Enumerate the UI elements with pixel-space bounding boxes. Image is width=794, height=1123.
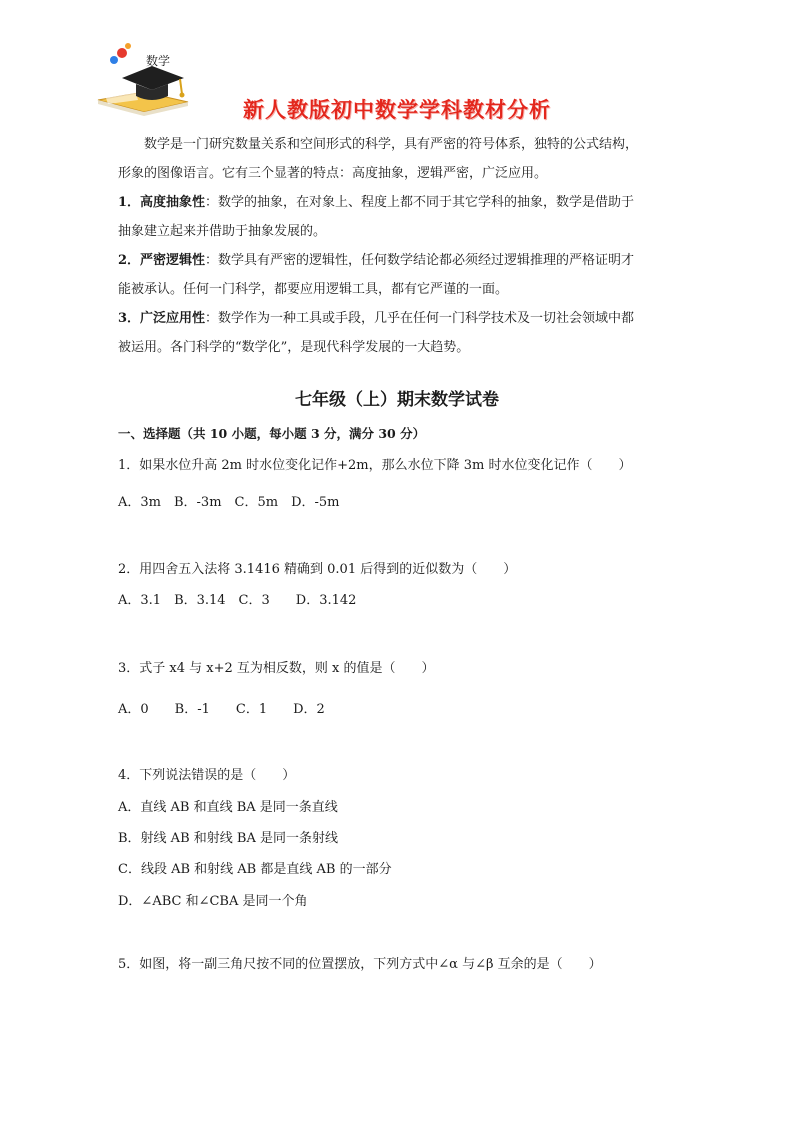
point-2-label: 2．严密逻辑性 [118, 253, 206, 268]
point-1 [118, 188, 678, 217]
intro-paragraph-cont: 形象的图像语言。它有三个显著的特点：高度抽象，逻辑严密，广泛应用。 [118, 166, 548, 181]
point-3 [118, 304, 678, 333]
point-2 [118, 246, 678, 275]
question-2-options: A．3.1 B．3.14 C．3 D．3.142 [118, 593, 357, 608]
question-2-stem: 2．用四舍五入法将 3.1416 精确到 0.01 后得到的近似数为（ ） [118, 562, 517, 577]
question-4-option-d: D．∠ABC 和∠CBA 是同一个角 [118, 894, 308, 909]
question-1-options: A．3m B．-3m C．5m D．-5m [118, 495, 340, 510]
point-1-text: ：数学的抽象，在对象上、程度上都不同于其它学科的抽象，数学是借助于 [205, 195, 635, 210]
question-4-option-a: A．直线 AB 和直线 BA 是同一条直线 [118, 800, 338, 815]
point-3-label: 3．广泛应用性 [118, 311, 206, 326]
question-4-option-b: B．射线 AB 和射线 BA 是同一条射线 [118, 831, 338, 846]
exam-title: 七年级（上）期末数学试卷 [295, 390, 499, 410]
section-heading: 一、选择题（共 10 小题，每小题 3 分，满分 30 分） [118, 426, 426, 441]
question-4-stem: 4．下列说法错误的是（ ） [118, 768, 296, 783]
question-1-stem: 1．如果水位升高 2m 时水位变化记作+2m，那么水位下降 3m 时水位变化记作（ ） [118, 458, 632, 473]
intro-section [118, 130, 678, 362]
question-4-option-c: C．线段 AB 和射线 AB 都是直线 AB 的一部分 [118, 862, 392, 877]
question-5-stem: 5．如图，将一副三角尺按不同的位置摆放，下列方式中∠α 与∠β 互余的是（ ） [118, 957, 602, 972]
logo-text: 数学 [146, 54, 171, 68]
point-3-cont: 被运用。各门科学的“数学化”，是现代科学发展的一大趋势。 [118, 340, 470, 355]
point-3-text: ：数学作为一种工具或手段，几乎在任何一门科学技术及一切社会领域中都 [205, 311, 635, 326]
banner-title: 新人教版初中数学学科教材分析 [243, 98, 551, 122]
point-1-cont: 抽象建立起来并借助于抽象发展的。 [118, 224, 327, 239]
point-2-text: ：数学具有严密的逻辑性，任何数学结论都必须经过逻辑推理的严格证明才 [205, 253, 635, 268]
intro-paragraph: 数学是一门研究数量关系和空间形式的科学，具有严密的符号体系，独特的公式结构， [144, 137, 639, 152]
question-3-stem: 3．式子 x4 与 x+2 互为相反数，则 x 的值是（ ） [118, 661, 435, 676]
point-2-cont: 能被承认。任何一门科学，都要应用逻辑工具，都有它严谨的一面。 [118, 282, 509, 297]
question-3-options: A．0 B．-1 C．1 D．2 [118, 702, 325, 717]
point-1-label: 1．高度抽象性 [118, 195, 206, 210]
